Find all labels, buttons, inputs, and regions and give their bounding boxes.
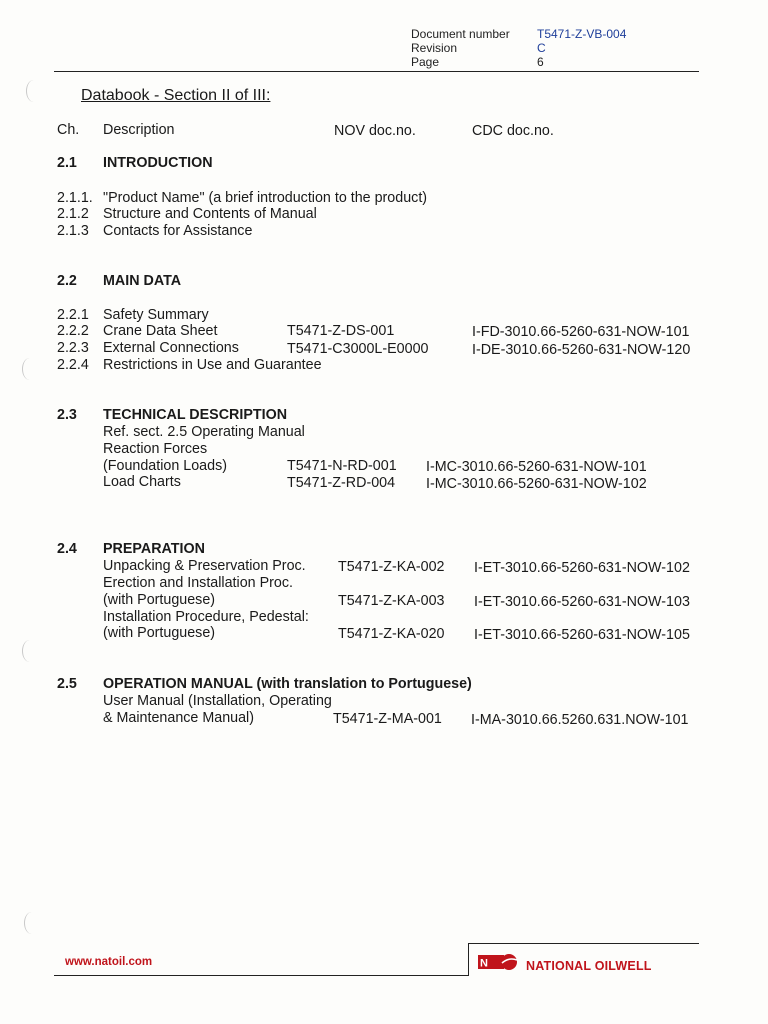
section-heading: INTRODUCTION xyxy=(103,155,213,171)
row-description: Restrictions in Use and Guarantee xyxy=(103,357,322,373)
column-header-description: Description xyxy=(103,122,175,138)
footer-rule-right xyxy=(468,943,699,944)
column-header-cdc: CDC doc.no. xyxy=(472,123,554,139)
line-description: Erection and Installation Proc. xyxy=(103,575,293,591)
nov-doc-number: T5471-Z-KA-003 xyxy=(338,593,445,609)
cdc-doc-number: I-DE-3010.66-5260-631-NOW-120 xyxy=(472,342,691,358)
revision-label: Revision xyxy=(411,41,458,55)
row-number: 2.2.3 xyxy=(57,340,89,356)
cdc-doc-number: I-MC-3010.66-5260-631-NOW-101 xyxy=(426,459,647,475)
section-heading: PREPARATION xyxy=(103,541,205,557)
nov-doc-number: T5471-C3000L-E0000 xyxy=(287,341,429,357)
section-number: 2.5 xyxy=(57,676,77,692)
row-description: External Connections xyxy=(103,340,239,356)
section-number: 2.3 xyxy=(57,407,77,423)
footer-vertical-rule xyxy=(468,943,469,976)
row-number: 2.1.3 xyxy=(57,223,89,239)
cdc-doc-number: I-ET-3010.66-5260-631-NOW-102 xyxy=(474,560,690,576)
punch-mark xyxy=(22,358,37,380)
line-description: (with Portuguese) xyxy=(103,592,216,608)
column-header-ch: Ch. xyxy=(57,122,80,138)
line-description: Unpacking & Preservation Proc. xyxy=(103,558,306,574)
row-number: 2.2.1 xyxy=(57,307,89,323)
header-divider xyxy=(54,71,699,72)
line-description: & Maintenance Manual) xyxy=(103,710,254,726)
doc-number-label: Document number xyxy=(411,27,510,41)
footer-website-link[interactable]: www.natoil.com xyxy=(65,956,153,968)
punch-mark xyxy=(22,640,37,662)
row-description: Safety Summary xyxy=(103,307,209,323)
footer-brand-name: NATIONAL OILWELL xyxy=(526,959,652,973)
section-number: 2.1 xyxy=(57,155,77,171)
nov-doc-number: T5471-Z-DS-001 xyxy=(287,323,395,339)
row-description: Crane Data Sheet xyxy=(103,323,218,339)
section-number: 2.2 xyxy=(57,273,77,289)
cdc-doc-number: I-ET-3010.66-5260-631-NOW-103 xyxy=(474,594,690,610)
line-description: User Manual (Installation, Operating xyxy=(103,693,332,709)
column-header-nov: NOV doc.no. xyxy=(334,123,416,139)
nov-doc-number: T5471-Z-KA-002 xyxy=(338,559,445,575)
revision-value: C xyxy=(537,41,546,55)
punch-mark xyxy=(26,80,41,102)
cdc-doc-number: I-MA-3010.66.5260.631.NOW-101 xyxy=(471,712,689,728)
section-heading: TECHNICAL DESCRIPTION xyxy=(103,407,288,423)
national-oilwell-logo-icon xyxy=(478,954,520,975)
row-description: Contacts for Assistance xyxy=(103,223,253,239)
line-description: Reaction Forces xyxy=(103,441,208,457)
nov-doc-number: T5471-Z-RD-004 xyxy=(287,475,396,491)
row-number: 2.2.4 xyxy=(57,357,89,373)
line-description: Ref. sect. 2.5 Operating Manual xyxy=(103,424,305,440)
row-number: 2.1.2 xyxy=(57,206,89,222)
row-number: 2.1.1. xyxy=(57,190,93,206)
cdc-doc-number: I-MC-3010.66-5260-631-NOW-102 xyxy=(426,476,647,492)
nov-doc-number: T5471-N-RD-001 xyxy=(287,458,397,474)
page-title: Databook - Section II of III: xyxy=(81,87,271,104)
svg-text:N: N xyxy=(480,957,488,970)
row-description: Structure and Contents of Manual xyxy=(103,206,317,222)
line-description: Load Charts xyxy=(103,474,181,490)
row-description: "Product Name" (a brief introduction to the product) xyxy=(103,190,428,206)
section-heading: MAIN DATA xyxy=(103,273,182,289)
section-heading: OPERATION MANUAL (with translation to Portuguese) xyxy=(103,676,472,692)
line-description: (Foundation Loads) xyxy=(103,458,227,474)
page-value: 6 xyxy=(537,55,544,69)
row-number: 2.2.2 xyxy=(57,323,89,339)
cdc-doc-number: I-ET-3010.66-5260-631-NOW-105 xyxy=(474,627,690,643)
line-description: (with Portuguese) xyxy=(103,625,216,641)
nov-doc-number: T5471-Z-MA-001 xyxy=(333,711,442,727)
nov-doc-number: T5471-Z-KA-020 xyxy=(338,626,445,642)
cdc-doc-number: I-FD-3010.66-5260-631-NOW-101 xyxy=(472,324,690,340)
page-label: Page xyxy=(411,55,440,69)
punch-mark xyxy=(24,912,39,934)
footer-rule-left xyxy=(54,975,468,976)
doc-number-value: T5471-Z-VB-004 xyxy=(537,27,627,41)
line-description: Installation Procedure, Pedestal: xyxy=(103,609,309,625)
section-number: 2.4 xyxy=(57,541,77,557)
